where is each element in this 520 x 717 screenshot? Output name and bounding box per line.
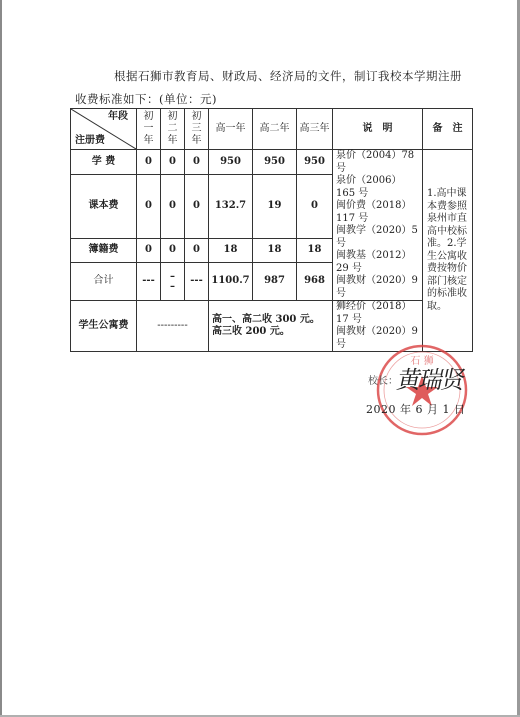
- row-label-textbook: 课本费: [71, 175, 137, 239]
- table-cell: 0: [185, 150, 209, 175]
- col-header-remarks: 备 注: [423, 109, 473, 150]
- table-cell: 950: [297, 150, 333, 175]
- document-date: 2020 年 6 月 1 日: [366, 403, 466, 416]
- header-fee-label: 注册费: [75, 134, 105, 146]
- table-cell: 19: [253, 175, 297, 239]
- header-grade-label: 年段: [108, 111, 128, 122]
- table-cell: ---: [137, 263, 161, 301]
- table-cell: 0: [161, 175, 185, 239]
- note-line: 闽教财（2020）9 号: [336, 275, 418, 299]
- table-cell: 0: [185, 239, 209, 263]
- col-header-grade10: 高一年: [209, 109, 253, 150]
- dorm-detail-cell: 高一、高二收 300 元。高三收 200 元。: [209, 301, 333, 352]
- table-cell: ---: [185, 263, 209, 301]
- row-label-total: 合计: [71, 263, 137, 301]
- row-label-dorm: 学生公寓费: [71, 301, 137, 352]
- note-line: 泉价（2004）78 号: [336, 150, 415, 174]
- scan-edge-left: [0, 0, 2, 717]
- header-row: [71, 109, 473, 150]
- col-header-notes: 说 明: [333, 109, 423, 150]
- col-header-grade9: 初三年: [191, 111, 202, 146]
- intro-line-2: 收费标准如下：(单位：元): [75, 92, 217, 106]
- notes-cell: [333, 150, 423, 301]
- note-line: 闽价费（2018）117 号: [336, 200, 412, 224]
- table-cell: 18: [209, 239, 253, 263]
- table-cell: 950: [253, 150, 297, 175]
- remarks-cell: 1.高中课本费参照泉州市直高中校标准。2.学生公寓收费按物价部门核定的标准收取。: [423, 150, 473, 352]
- fee-table: [70, 108, 473, 352]
- diagonal-header-cell: [71, 109, 137, 150]
- table-cell: 1100.7: [209, 263, 253, 301]
- principal-label: 校长：: [368, 376, 398, 387]
- principal-signature: 黄瑞贤: [394, 366, 467, 394]
- table-cell: 950: [209, 150, 253, 175]
- intro-line-1: 根据石狮市教育局、财政局、经济局的文件，制订我校本学期注册: [114, 69, 462, 83]
- col-header-grade8: 初二年: [167, 111, 178, 146]
- row-label-tuition: 学 费: [71, 150, 137, 175]
- table-cell: 987: [253, 263, 297, 301]
- table-row: [71, 150, 473, 175]
- table-cell: 0: [137, 239, 161, 263]
- table-cell: 18: [297, 239, 333, 263]
- table-cell: 968: [297, 263, 333, 301]
- table-cell: 0: [185, 175, 209, 239]
- table-cell: 0: [137, 175, 161, 239]
- note-line: 泉价（2006）165 号: [336, 175, 402, 199]
- note-line: 闽教基（2012）29 号: [336, 250, 412, 274]
- table-cell: 18: [253, 239, 297, 263]
- row-label-books: 簿籍费: [71, 239, 137, 263]
- table-cell: 0: [161, 150, 185, 175]
- table-cell: 0: [297, 175, 333, 239]
- col-header-grade7: 初一年: [143, 111, 154, 146]
- note-line: 闽教学（2020）5 号: [336, 225, 418, 249]
- table-cell: 132.7: [209, 175, 253, 239]
- col-header-grade11: 高二年: [253, 109, 297, 150]
- col-header-grade12: 高三年: [297, 109, 333, 150]
- note-line: 闽教财（2020）9 号: [336, 326, 418, 350]
- table-cell: 0: [137, 150, 161, 175]
- dorm-dash-cell: ---------: [137, 301, 209, 352]
- note-line: 狮经价（2018）17 号: [336, 301, 412, 325]
- table-cell: – –: [161, 263, 185, 301]
- table-cell: 0: [161, 239, 185, 263]
- svg-text:石 狮: 石 狮: [410, 356, 434, 367]
